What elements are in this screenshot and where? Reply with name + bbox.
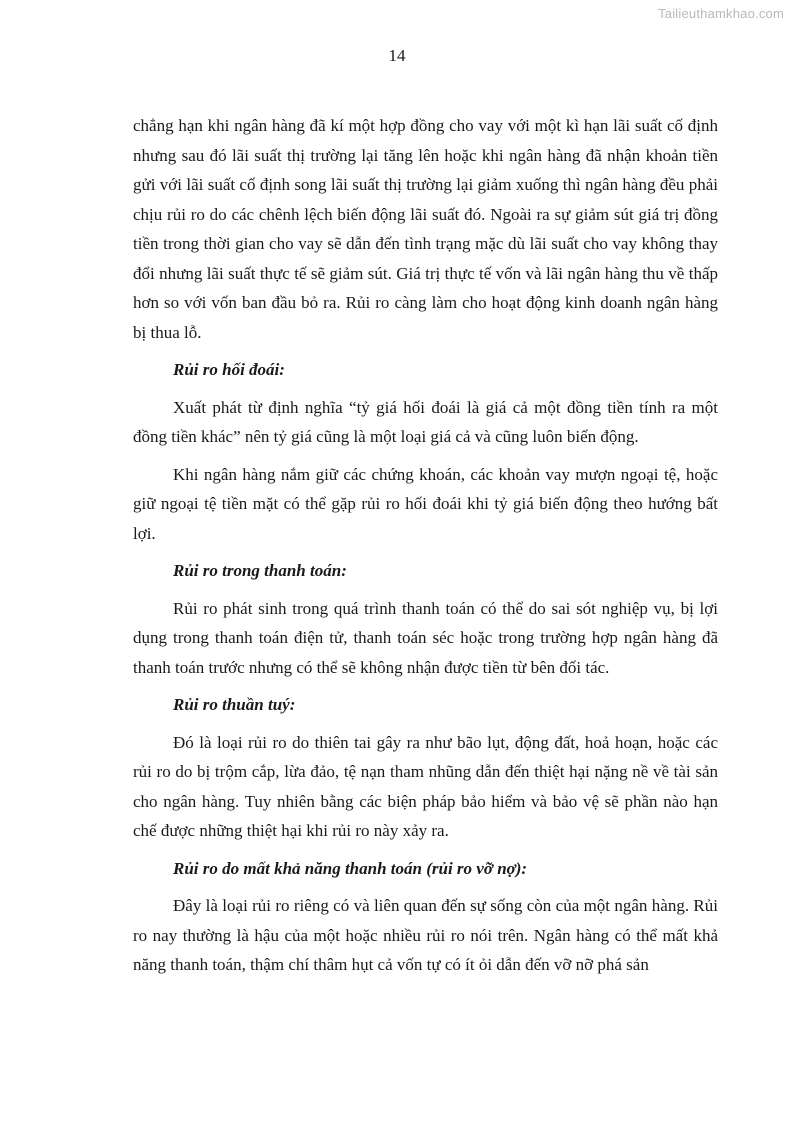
paragraph: Đây là loại rủi ro riêng có và liên quan đến sự sống còn của một ngân hàng. Rủi ro nay thường là hậu của một hoặc nhiều rủi ro nói trên. Ngân hàng có thể mất khả năng thanh toán, thậm chí thâm hụt cả vốn tự có ít ỏi dẫn đến vỡ nỡ phá sản — [133, 896, 718, 974]
section-heading: Rủi ro trong thanh toán: — [173, 561, 347, 580]
watermark: Tailieuthamkhao.com — [658, 6, 784, 21]
section-heading: Rủi ro hối đoái: — [173, 360, 285, 379]
paragraph: chẳng hạn khi ngân hàng đã kí một hợp đồng cho vay với một kì hạn lãi suất cố định nhưng sau đó lãi suất thị trường lại tăng lên hoặc khi ngân hàng đã nhận khoản tiền gửi với lãi suất cố định song lãi suất thị trường lại giảm xuống thì ngân hàng đều phải chịu rủi ro do các chênh lệch biến động lãi suất đó. Ngoài ra sự giảm sút giá trị đồng tiền trong thời gian cho vay sẽ dẫn đến tình trạng mặc dù lãi suất cho vay không thay đổi nhưng lãi suất thực tế sẽ giảm sút. Giá trị thực tế vốn và lãi ngân hàng thu về thấp hơn so với vốn ban đầu bỏ ra. Rủi ro càng làm cho hoạt động kinh doanh ngân hàng bị thua lỗ. — [133, 116, 718, 342]
paragraph: Xuất phát từ định nghĩa “tỷ giá hối đoái là giá cả một đồng tiền tính ra một đồng tiền khác” nên tỷ giá cũng là một loại giá cả và cũng luôn biến động. — [133, 397, 718, 446]
page-number: 14 — [388, 46, 406, 65]
paragraph: Đó là loại rủi ro do thiên tai gây ra như bão lụt, động đất, hoả hoạn, hoặc các rủi ro do bị trộm cắp, lừa đảo, tệ nạn tham nhũng dẫn đến thiệt hại nặng nề về tài sản cho ngân hàng. Tuy nhiên bằng các biện pháp bảo hiểm và bảo vệ sẽ phần nào hạn chế được những thiệt hại khi rủi ro này xảy ra. — [133, 732, 718, 840]
document-body — [133, 111, 718, 988]
section-heading: Rủi ro do mất khả năng thanh toán (rủi ro vỡ nợ): — [173, 858, 528, 878]
paragraph: Rủi ro phát sinh trong quá trình thanh toán có thể do sai sót nghiệp vụ, bị lợi dụng trong thanh toán điện tử, thanh toán séc hoặc trong trường hợp ngân hàng đã thanh toán trước nhưng có thể sẽ không nhận được tiền từ bên đối tác. — [133, 598, 718, 677]
paragraph: Khi ngân hàng nắm giữ các chứng khoán, các khoản vay mượn ngoại tệ, hoặc giữ ngoại tệ tiền mặt có thể gặp rủi ro hối đoái khi tỷ giá biến động theo hướng bất lợi. — [133, 464, 718, 543]
section-heading: Rủi ro thuần tuý: — [173, 695, 296, 714]
